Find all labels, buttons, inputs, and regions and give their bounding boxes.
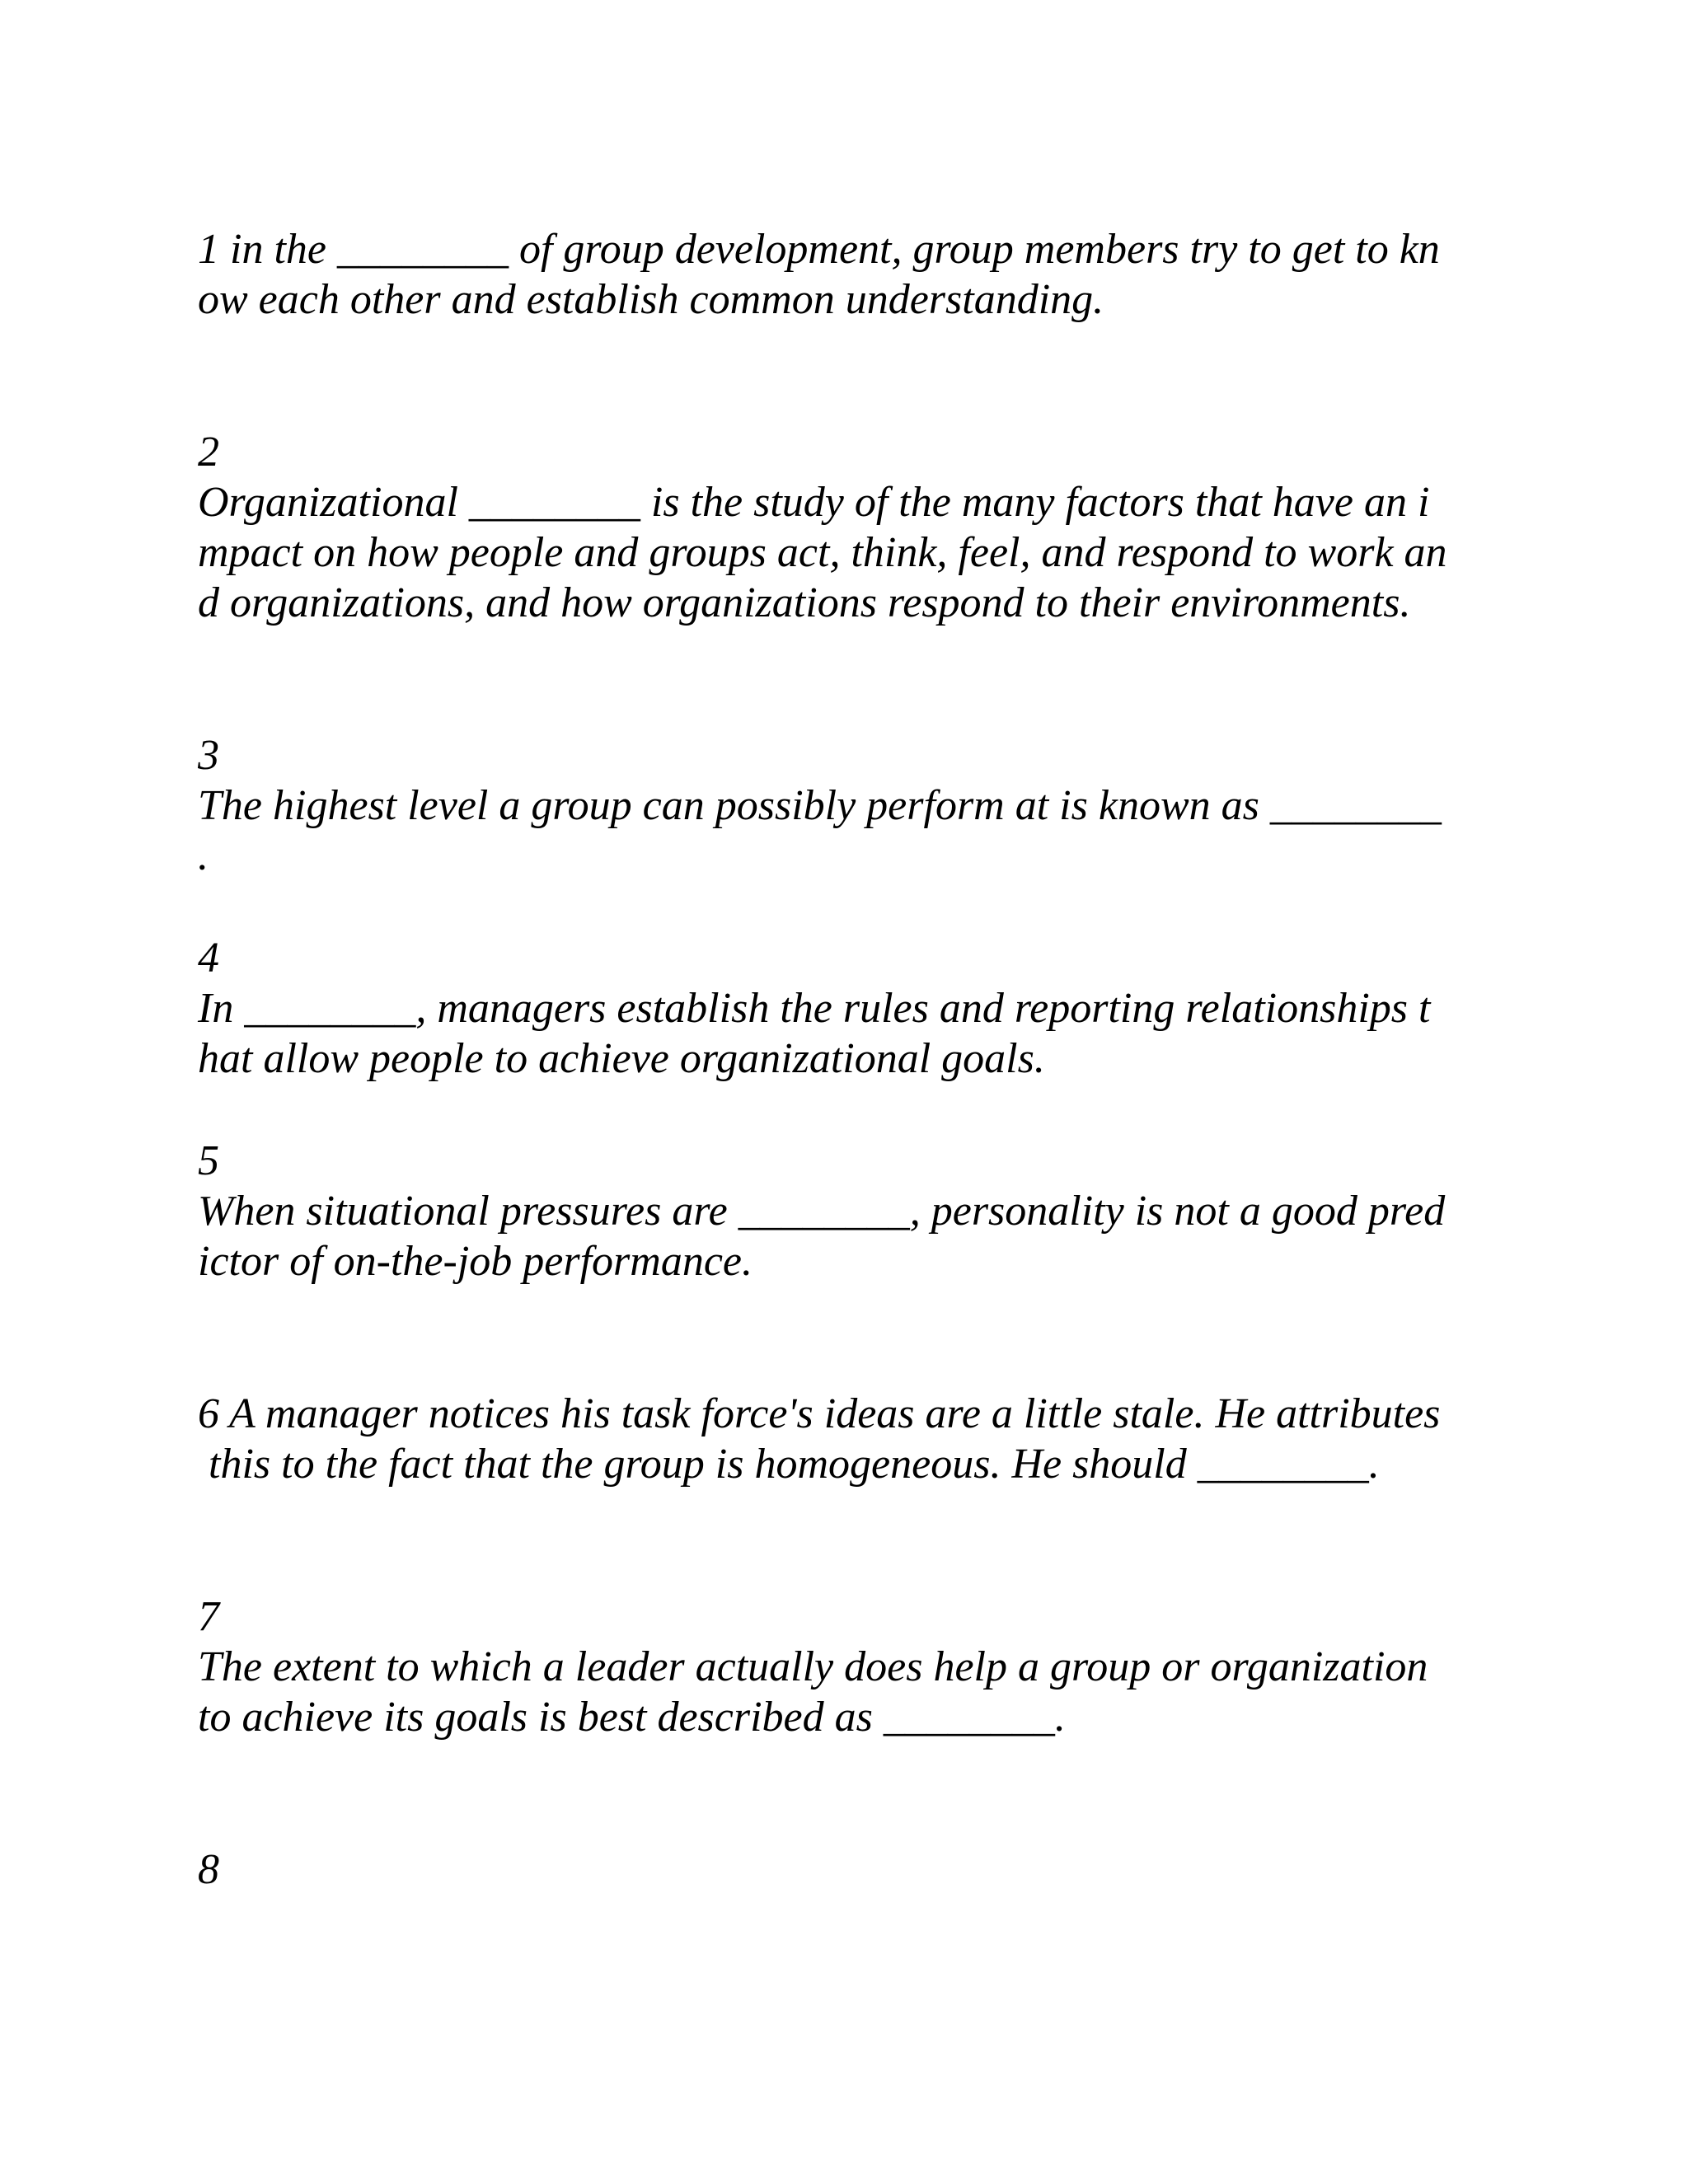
question-5-number: 5 (198, 1137, 219, 1184)
question-1-line-2: ow each other and establish common understanding. (198, 276, 1104, 323)
question-3-number: 3 (198, 732, 219, 779)
question-7-line-2: to achieve its goals is best described as ________. (198, 1694, 1066, 1741)
question-4-line-2: hat allow people to achieve organizational goals. (198, 1035, 1045, 1082)
question-2-line-1: Organizational ________ is the study of the many factors that have an i (198, 479, 1430, 526)
question-5-line-1: When situational pressures are ________, personality is not a good pred (198, 1188, 1446, 1235)
question-7-number: 7 (198, 1593, 219, 1640)
question-2-line-3: d organizations, and how organizations respond to their environments. (198, 579, 1411, 626)
question-6-line-1: 6 A manager notices his task force's ideas are a little stale. He attributes (198, 1390, 1441, 1437)
question-5-line-2: ictor of on-the-job performance. (198, 1238, 753, 1285)
question-8-number: 8 (198, 1846, 219, 1893)
question-1-line-1: 1 in the ________ of group development, group members try to get to kn (198, 226, 1440, 273)
question-3-line-1: The highest level a group can possibly perform at is known as ________ (198, 782, 1442, 829)
question-4-line-1: In ________, managers establish the rules and reporting relationships t (198, 985, 1431, 1032)
question-2-number: 2 (198, 429, 219, 476)
question-3-line-2: . (198, 832, 209, 879)
question-2-line-2: mpact on how people and groups act, think, feel, and respond to work an (198, 529, 1447, 576)
question-7-line-1: The extent to which a leader actually does help a group or organization (198, 1643, 1428, 1690)
question-6-line-2: this to the fact that the group is homogeneous. He should ________. (198, 1441, 1380, 1488)
question-4-number: 4 (198, 935, 219, 982)
